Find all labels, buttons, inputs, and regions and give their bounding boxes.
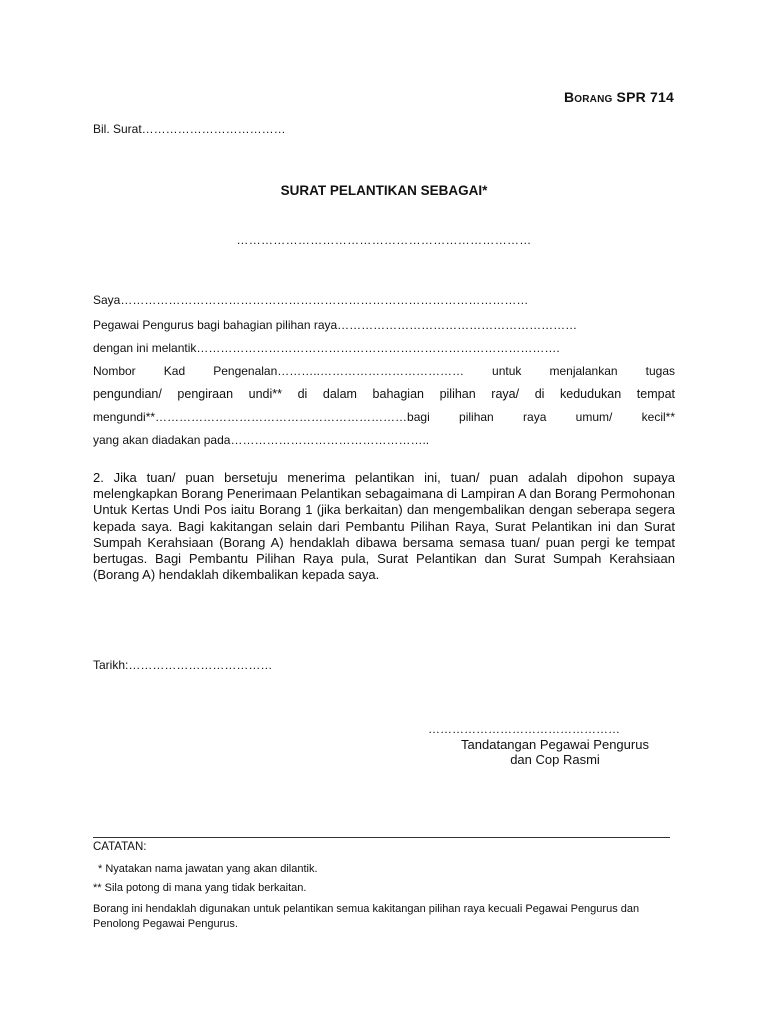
appointment-role-field: ……………………………………………………………… <box>236 233 532 247</box>
note-1: * Nyatakan nama jawatan yang akan dilantik. <box>98 863 318 875</box>
official-stamp-label: dan Cop Rasmi <box>510 752 600 767</box>
notes-title: CATATAN: <box>93 841 147 853</box>
form-line-ic-number: Nombor Kad Pengenalan………..……………………………… untuk menjalankan tugas <box>93 364 675 378</box>
form-line-name: Saya………………………………………………………………………………………… <box>93 293 529 307</box>
form-line-election-date: yang akan diadakan pada………………………………………….. <box>93 433 430 447</box>
form-line-appointee: dengan ini melantik………………………………………………………………………………. <box>93 341 560 355</box>
form-line-polling-place: mengundi**………………………………………………………bagi pilihan raya umum/ kecil** <box>93 410 675 424</box>
note-2: ** Sila potong di mana yang tidak berkaitan. <box>93 882 307 894</box>
form-line-duty: pengundian/ pengiraan undi** di dalam bahagian pilihan raya/ di kedudukan tempat <box>93 387 675 401</box>
date-field: Tarikh:……………………………… <box>93 658 273 672</box>
instructions-paragraph: 2. Jika tuan/ puan bersetuju menerima pelantikan ini, tuan/ puan adalah dipohon supaya melengkapkan Borang Penerimaan Pelantikan sebagaimana di Lampiran A dan Borang Permohonan Untuk Kertas Undi Pos iaitu Borang 1 (jika berkaitan) dan mengembalikan dengan seberapa segera kepada saya. Bagi kakitangan selain dari Pembantu Pilihan Raya, Surat Pelantikan ini dan Surat Sumpah Kerahsiaan (Borang A) hendaklah dibawa bersama semasa tuan/ puan pergi ke tempat bertugas. Bagi Pembantu Pilihan Raya pula, Surat Pelantikan dan Surat Sumpah Kerahsiaan (Borang A) hendaklah dikembalikan kepada saya. <box>93 470 675 583</box>
letter-reference-field: Bil. Surat……………………………… <box>93 122 286 136</box>
form-number: Borang SPR 714 <box>563 89 674 105</box>
note-3: Borang ini hendaklah digunakan untuk pelantikan semua kakitangan pilihan raya kecuali Pegawai Pengurus dan Penolong Pegawai Pengurus. <box>93 903 640 930</box>
signature-label: Tandatangan Pegawai Pengurus <box>461 737 649 752</box>
signature-line: ………………………………………… <box>428 722 620 736</box>
notes-divider <box>93 837 670 838</box>
document-title: SURAT PELANTIKAN SEBAGAI* <box>280 183 488 198</box>
form-line-returning-officer: Pegawai Pengurus bagi bahagian pilihan raya…………………………………………………… <box>93 318 578 332</box>
